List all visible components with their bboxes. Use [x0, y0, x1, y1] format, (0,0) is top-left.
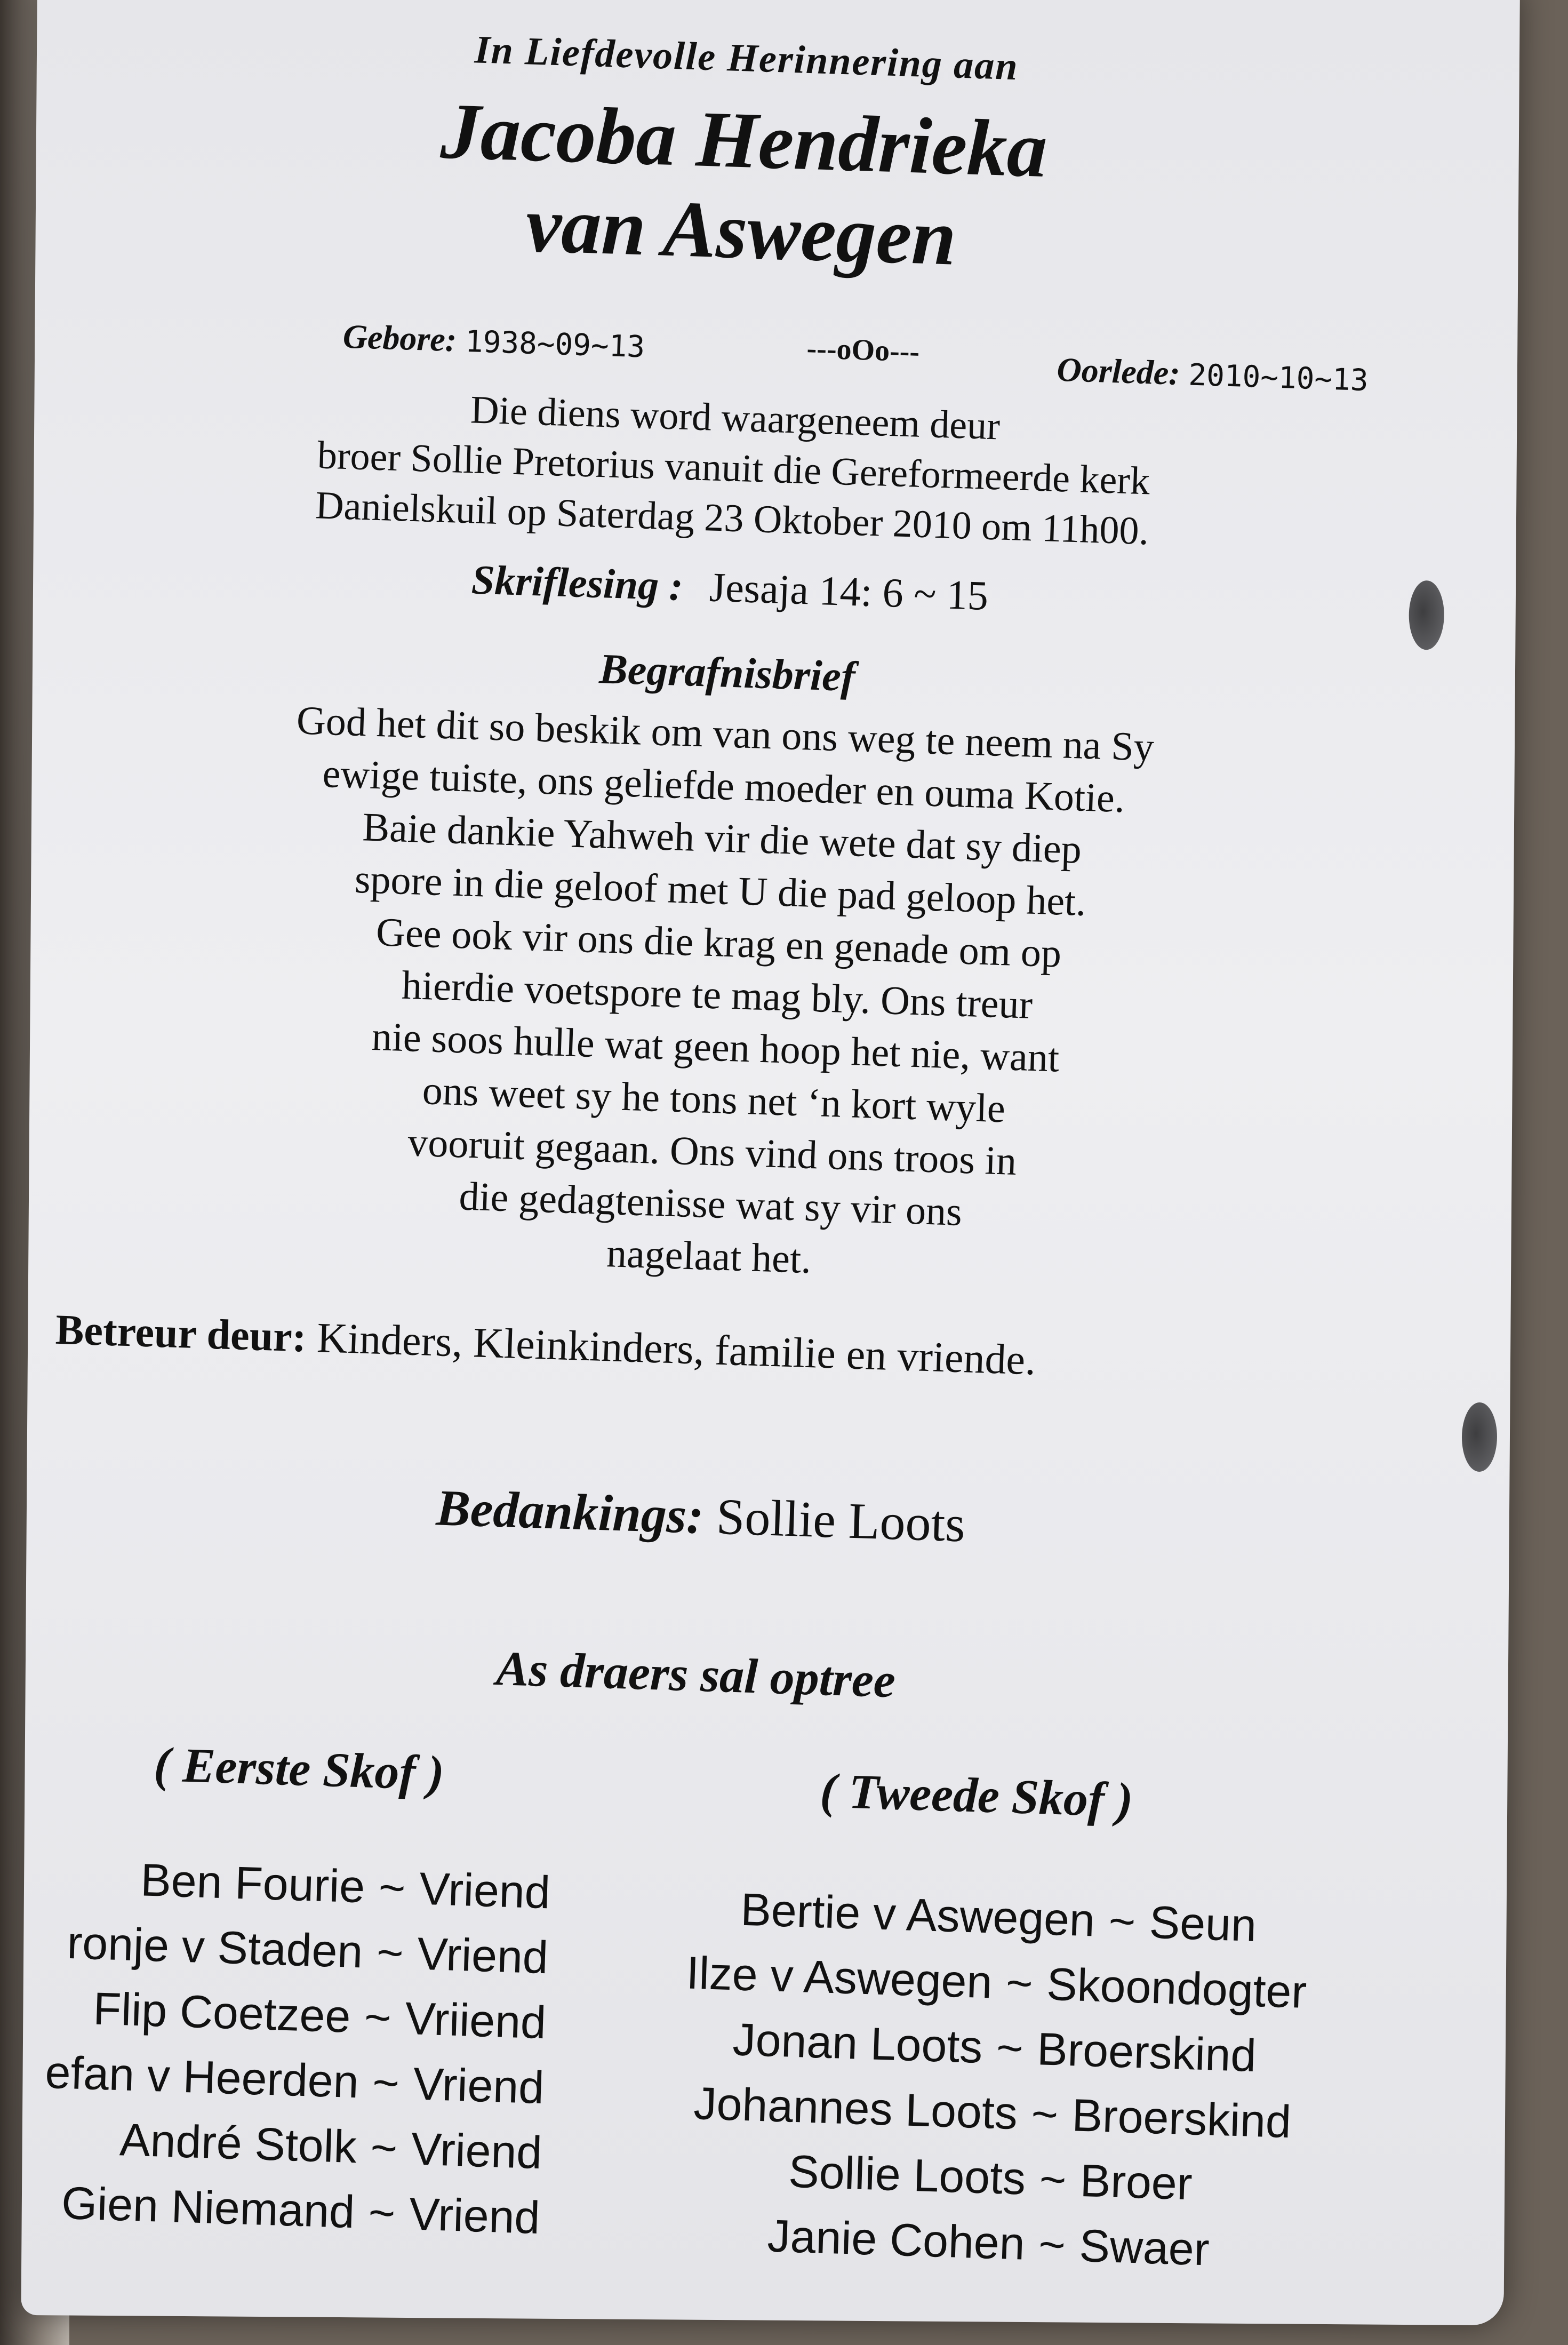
- born-date: 1938~09~13: [465, 324, 646, 365]
- tilde-separator: ~: [372, 2057, 401, 2109]
- bearer-relation: Vriiend: [404, 1992, 547, 2049]
- bearer-name: Jonan Loots: [732, 2014, 983, 2073]
- service-line: Danielskuil op Saterdag 23 Oktober 2010 om 11h00.: [315, 483, 1150, 554]
- tilde-separator: ~: [1108, 1895, 1137, 1948]
- scripture-value: Jesaja 14: 6 ~ 15: [708, 563, 989, 619]
- letter-line: die gedagtenisse wat sy vir ons: [458, 1174, 963, 1234]
- tilde-separator: ~: [1030, 2088, 1059, 2141]
- deceased-name-line2: van Aswegen: [524, 180, 958, 282]
- service-line: Die diens word waargeneem deur: [469, 388, 1001, 449]
- bearer-relation: Vriend: [416, 1928, 549, 1984]
- thanks-section: [7, 1464, 1395, 1567]
- bearer-relation: Swaer: [1078, 2220, 1210, 2276]
- bearer-name: Gien Niemand: [60, 2177, 356, 2238]
- deceased-name-line1: Jacoba Hendrieka: [439, 86, 1049, 194]
- mourned-value: Kinders, Kleinkinders, familie en vriende.: [316, 1314, 1037, 1384]
- tilde-separator: ~: [1038, 2153, 1067, 2206]
- bearer-name: Bertie v Aswegen: [740, 1884, 1096, 1947]
- tilde-separator: ~: [378, 1862, 406, 1914]
- letter-line: Gee ook vir ons die krag en genade om op: [375, 910, 1062, 976]
- tilde-separator: ~: [375, 1927, 404, 1979]
- second-relay-title: ( Tweede Skof ): [819, 1763, 1134, 1828]
- bearer-name: Sollie Loots: [788, 2145, 1027, 2205]
- service-details: [38, 371, 1429, 565]
- dates-row: [342, 317, 1410, 398]
- brief-title: Begrafnisbrief: [598, 645, 856, 701]
- tilde-separator: ~: [363, 1991, 393, 2044]
- thanks-value: Sollie Loots: [715, 1487, 966, 1553]
- bearer-name: Johannes Loots: [693, 2078, 1019, 2140]
- mourned-by: [55, 1306, 1037, 1385]
- second-relay-list: [677, 1876, 1310, 2285]
- tilde-separator: ~: [995, 2022, 1024, 2075]
- first-relay-title: ( Eerste Skof ): [153, 1736, 445, 1800]
- died-group: [1057, 350, 1369, 399]
- letter-line: Baie dankie Yahweh vir die wete dat sy diep: [362, 804, 1083, 872]
- letter-line: nie soos hulle wat geen hoop het nie, want: [371, 1014, 1060, 1081]
- letter-line: hierdie voetspore te mag bly. Ons treur: [401, 962, 1034, 1027]
- bearer-relation: Broerskind: [1036, 2023, 1257, 2082]
- bearer-relation: Vriend: [408, 2188, 541, 2244]
- first-relay-list: [40, 1845, 551, 2251]
- memorial-intro: In Liefdevolle Herinnering aan: [474, 28, 1019, 89]
- bearer-name: Ilze v Aswegen: [685, 1947, 993, 2008]
- bearer-name: ronje v Staden: [66, 1917, 364, 1978]
- bearer-name: Janie Cohen: [766, 2210, 1026, 2270]
- bearer-name: Flip Coetzee: [92, 1983, 351, 2043]
- died-label: Oorlede:: [1056, 350, 1181, 393]
- tilde-separator: ~: [367, 2187, 396, 2239]
- bearer-relation: Vriend: [412, 2058, 545, 2114]
- bearer-relation: Broerskind: [1071, 2089, 1292, 2148]
- mourned-label: Betreur deur:: [54, 1306, 307, 1361]
- died-date: 2010~10~13: [1188, 357, 1369, 398]
- thanks-label: Bedankings:: [435, 1479, 705, 1545]
- letter-line: ons weet sy he tons net ‘n kort wyle: [421, 1068, 1006, 1131]
- letter-line: nagelaat het.: [605, 1231, 812, 1282]
- scripture-label: Skriflesing :: [470, 556, 684, 609]
- bearer-relation: Seun: [1148, 1896, 1258, 1951]
- bearer-name: Ben Fourie: [140, 1854, 366, 1913]
- bearer-relation: Broer: [1079, 2155, 1193, 2210]
- letter-line: God het dit so beskik om van ons weg te neem na Sy: [295, 698, 1155, 770]
- bearers-title: As draers sal optree: [495, 1640, 897, 1708]
- service-line: broer Sollie Pretorius vanuit die Gereformeerde kerk: [316, 433, 1151, 504]
- tilde-separator: ~: [1005, 1957, 1034, 2009]
- bearer-relation: Skoondogter: [1046, 1958, 1308, 2018]
- born-label: Gebore:: [342, 317, 458, 359]
- bearer-relation: Vriend: [410, 2123, 543, 2179]
- bearer-name: efan v Heerden: [44, 2046, 360, 2108]
- letter-line: spore in die geloof met U die pad geloop het.: [354, 856, 1087, 924]
- bearer-name: André Stolk: [118, 2114, 358, 2173]
- funeral-letter: [15, 686, 1419, 1304]
- date-separator: ---oOo---: [806, 332, 921, 369]
- funeral-program-page: [21, 0, 1520, 2325]
- letter-line: vooruit gegaan. Ons vind ons troos in: [407, 1120, 1018, 1184]
- tilde-separator: ~: [1038, 2219, 1067, 2271]
- tilde-separator: ~: [370, 2122, 398, 2174]
- letter-line: ewige tuiste, ons geliefde moeder en ouma Kotie.: [322, 751, 1126, 821]
- bearer-relation: Vriend: [418, 1863, 551, 1919]
